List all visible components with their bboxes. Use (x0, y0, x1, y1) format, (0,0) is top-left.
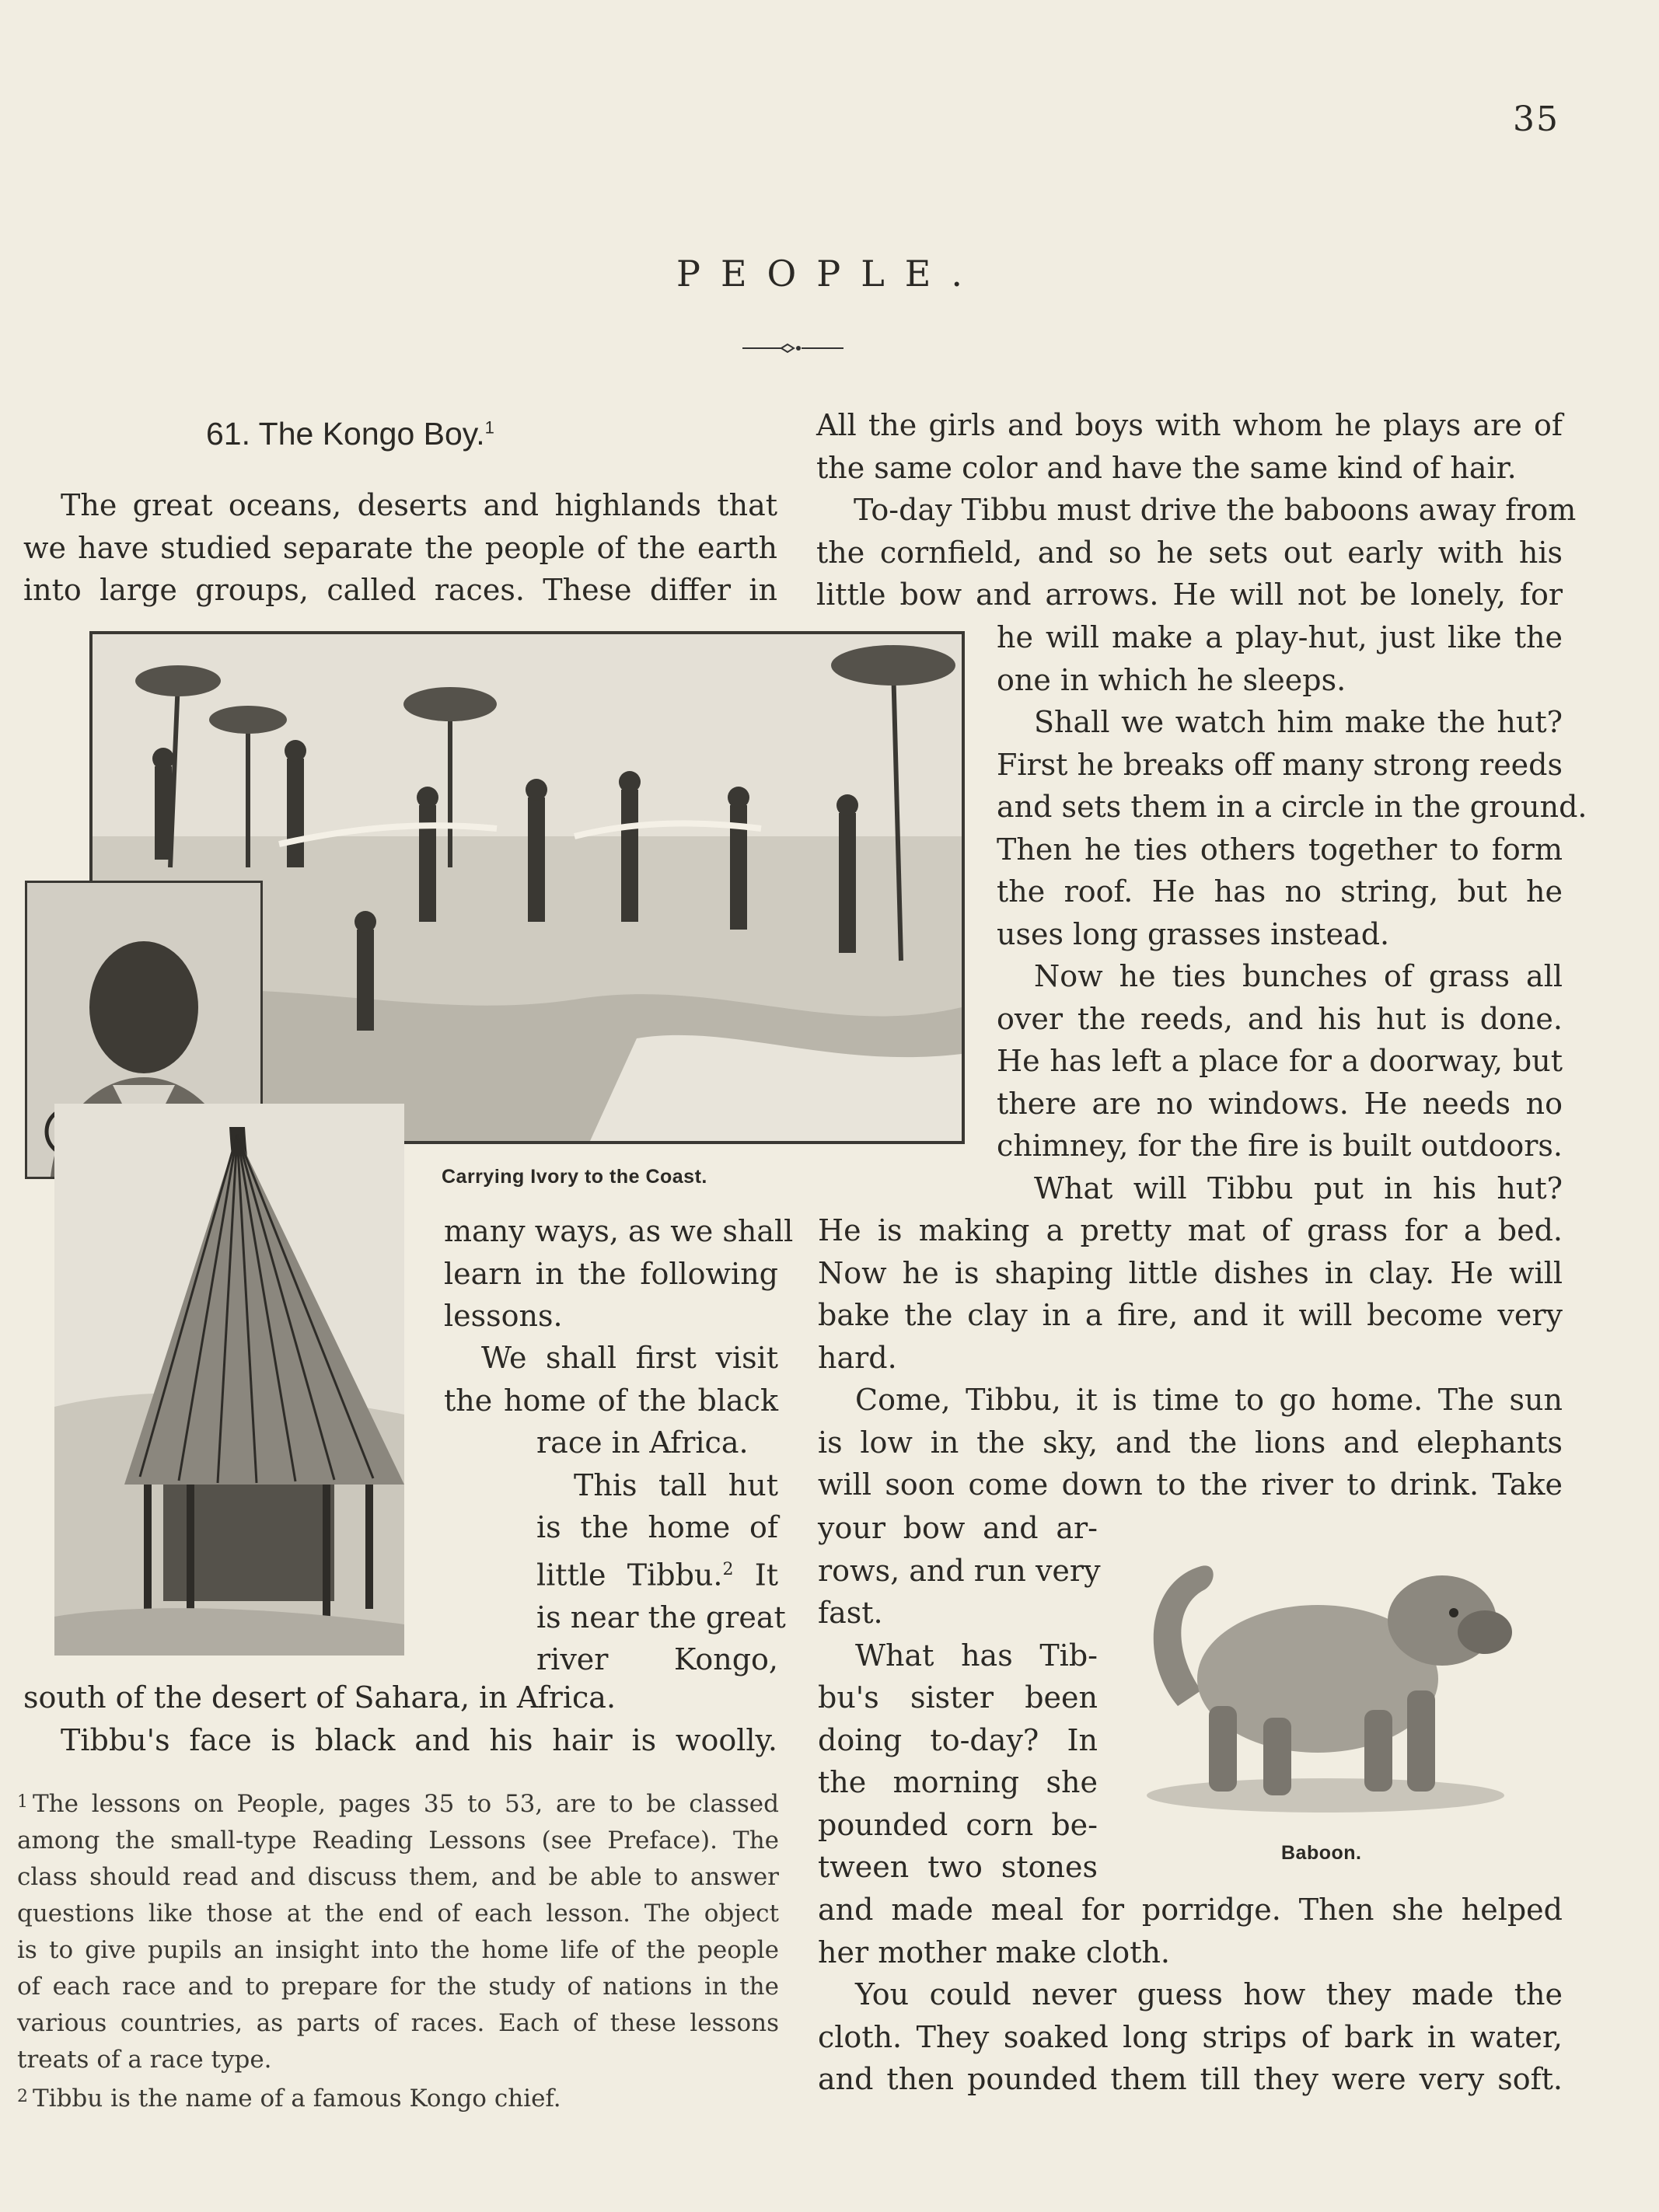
text-line: south of the desert of Sahara, in Africa. (23, 1680, 616, 1715)
page-number: 35 (1513, 99, 1559, 139)
right-text-full (818, 1209, 1563, 1506)
text-line: We shall first visit (481, 1341, 778, 1375)
text-line: Then he ties others together to form (997, 832, 1563, 867)
footnote-1-line: class should read and discuss them, and be able to answer (17, 1863, 779, 1891)
text-line: You could never guess how they made the (855, 1977, 1563, 2011)
text-line: pounded corn be- (818, 1807, 1098, 1842)
right-text-mid (997, 616, 1587, 1209)
text-line: is the home of (536, 1510, 778, 1544)
right-text-narrow (818, 1507, 1101, 1889)
lesson-title: The Kongo Boy. (258, 416, 485, 452)
footnote-1-line: questions like those at the end of each lesson. The object (17, 1900, 779, 1928)
footnote-1-line: of each race and to prepare for the study of nations in the (17, 1973, 779, 2001)
text-line: Now he is shaping little dishes in clay. He will (818, 1255, 1563, 1290)
text-line: will soon come down to the river to drink. Take (818, 1467, 1563, 1502)
text-line: the cornfield, and so he sets out early with his (816, 535, 1563, 570)
text-line: uses long grasses instead. (997, 916, 1390, 951)
text-line: race in Africa. (536, 1425, 749, 1460)
text-line: over the reeds, and his hut is done. (997, 1001, 1563, 1036)
footnotes (17, 1784, 779, 2117)
text-line: bake the clay in a fire, and it will become very (818, 1298, 1563, 1332)
footnote-1-line: 1 The lessons on People, pages 35 to 53, are to be classed (17, 1790, 779, 1818)
left-paragraph-2b (536, 1422, 786, 1681)
text-line: there are no windows. He needs no (997, 1086, 1563, 1121)
right-text-bottom (818, 1889, 1563, 2101)
text-line: the morning she (818, 1765, 1098, 1799)
text-line: Tibbu's face is black and his hair is woolly. (61, 1722, 777, 1757)
text-line: He is making a pretty mat of grass for a bed. (818, 1213, 1563, 1247)
text-line: he will make a play-hut, just like the (997, 620, 1563, 654)
footnote-ref-2: 2 (722, 1559, 734, 1579)
left-paragraph-1 (23, 484, 777, 612)
left-paragraph-1-continued (444, 1210, 794, 1338)
text-line: He has left a place for a doorway, but (997, 1044, 1563, 1078)
text-line: doing to-day? In (818, 1722, 1098, 1757)
footnote-1-line: among the small-type Reading Lessons (see Preface). The (17, 1826, 779, 1854)
text-line: we have studied separate the people of the earth (23, 530, 777, 565)
text-line: What has Tib- (855, 1638, 1098, 1673)
text-line: learn in the following (444, 1256, 778, 1291)
text-line: Shall we watch him make the hut? (1034, 705, 1563, 739)
baboon-caption: Baboon. (1281, 1842, 1362, 1864)
text-line: This tall hut (574, 1467, 778, 1502)
ivory-caption: Carrying Ivory to the Coast. (442, 1166, 707, 1188)
text-line: tween two stones (818, 1850, 1098, 1884)
footnote-ref-1: 1 (484, 417, 494, 438)
baboon-illustration (1131, 1535, 1520, 1823)
hut-engraving (54, 1104, 404, 1656)
text-line: one in which he sleeps. (997, 662, 1346, 697)
text-line: hard. (818, 1340, 897, 1375)
text-line: is low in the sky, and the lions and elephants (818, 1425, 1563, 1460)
text-line: lessons. (444, 1299, 563, 1333)
text-line: her mother make cloth. (818, 1935, 1171, 1970)
text-line: rows, and run very (818, 1553, 1101, 1588)
text-line: To-day Tibbu must drive the baboons away from (854, 493, 1577, 527)
text-line: the home of the black (444, 1383, 778, 1418)
footnote-1-line: various countries, as parts of races. Each of these lessons (17, 2009, 779, 2037)
text-line: your bow and ar- (818, 1511, 1098, 1545)
text-line: What will Tibbu put in his hut? (1034, 1171, 1563, 1205)
text-line: Now he ties bunches of grass all (1034, 959, 1563, 993)
text-line: The great oceans, deserts and highlands that (61, 488, 777, 522)
text-line: fast. (818, 1596, 883, 1630)
left-paragraph-2a (444, 1337, 778, 1422)
text-line: cloth. They soaked long strips of bark in water, (818, 2019, 1563, 2054)
lesson-number: 61. (206, 416, 250, 452)
text-line: bu's sister been (818, 1680, 1098, 1715)
text-line: All the girls and boys with whom he plays are of (816, 408, 1563, 442)
text-line: river Kongo, (536, 1642, 778, 1677)
lesson-heading (206, 416, 494, 452)
text-line: little bow and arrows. He will not be lonely, for (816, 577, 1563, 612)
text-line: and then pounded them till they were very soft. (818, 2062, 1563, 2096)
footnote-1-line: treats of a race type. (17, 2046, 272, 2074)
footnote-2: 2 Tibbu is the name of a famous Kongo chief. (17, 2085, 561, 2113)
text-line: into large groups, called races. These differ in (23, 573, 777, 607)
text-line: is near the great (536, 1600, 786, 1635)
baboon-engraving (1131, 1535, 1520, 1823)
page-title: PEOPLE. (676, 253, 983, 295)
text-line: the same color and have the same kind of hair. (816, 450, 1517, 485)
text-line: many ways, as we shall (444, 1214, 794, 1248)
left-paragraph-2c (23, 1676, 777, 1761)
text-line: and sets them in a circle in the ground. (997, 790, 1587, 824)
footnote-1-line: is to give pupils an insight into the home life of the people (17, 1936, 779, 1964)
text-line: the roof. He has no string, but he (997, 874, 1563, 909)
text-line: chimney, for the fire is built outdoors. (997, 1129, 1563, 1163)
text-line: and made meal for porridge. Then she helped (818, 1893, 1563, 1927)
text-line: First he breaks off many strong reeds (997, 747, 1563, 782)
right-text-top (816, 404, 1577, 616)
text-line: Come, Tibbu, it is time to go home. The sun (855, 1383, 1563, 1417)
ornament-divider (742, 340, 843, 356)
text-line: little Tibbu.$^2$ It (536, 1558, 778, 1593)
hut-illustration (54, 1104, 404, 1656)
